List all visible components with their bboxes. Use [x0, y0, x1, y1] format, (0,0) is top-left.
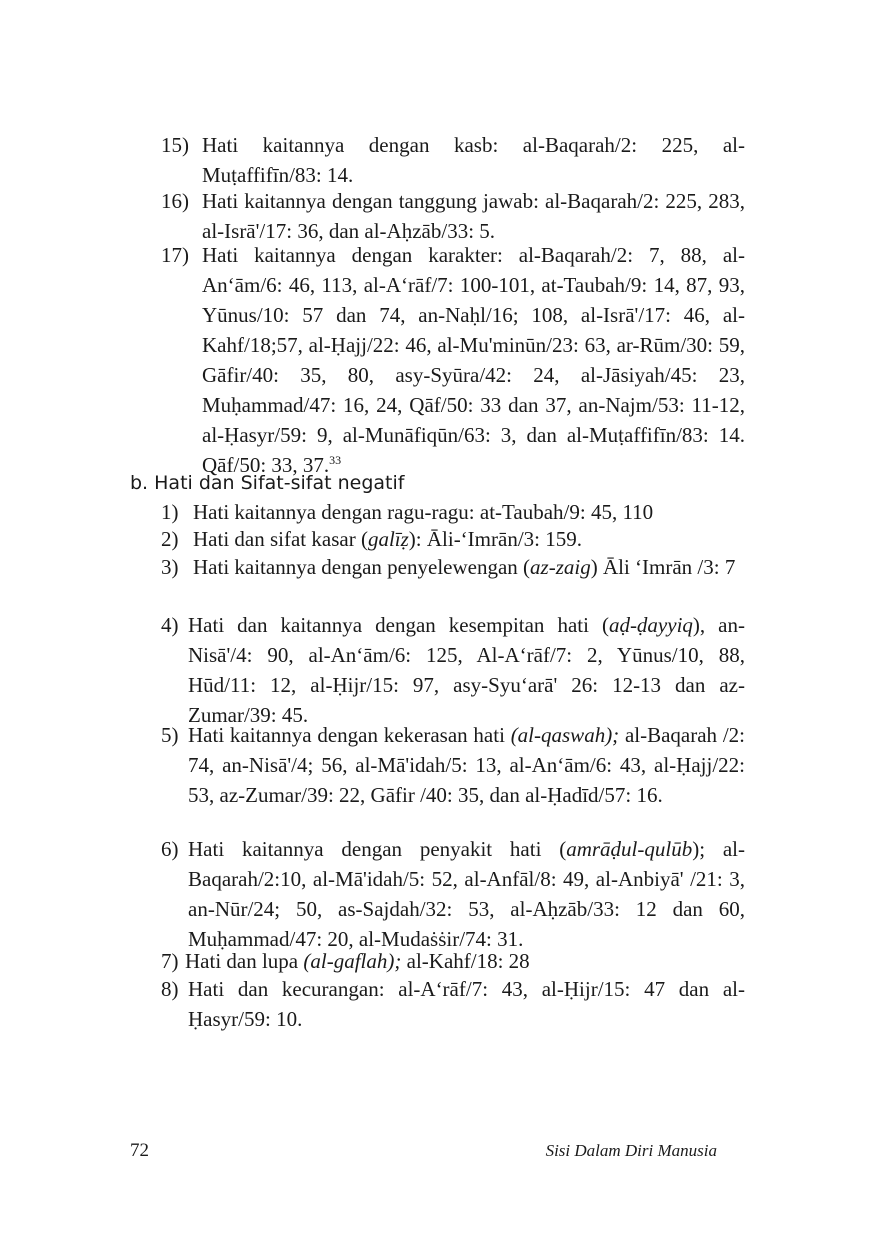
item-text: Hati dan sifat kasar (galīẓ): Āli-‘Imrān/3: 159. — [193, 527, 582, 551]
item-text: Hati kaitannya dengan ragu-ragu: at-Taubah/9: 45, 110 — [193, 500, 654, 524]
item-number: 8) — [161, 977, 179, 1001]
list-item-b7 — [161, 946, 745, 976]
list-item-b1 — [161, 497, 745, 527]
item-number: 3) — [161, 555, 179, 579]
arabic-term: amrāḍul-qulūb — [566, 837, 693, 861]
item-text: Hati dan kecurangan: al-A‘rāf/7: 43, al-Ḥijr/15: 47 dan al-Ḥasyr/59: 10. — [188, 977, 745, 1031]
item-text: Hati dan lupa (al-gaflah); al-Kahf/18: 28 — [185, 949, 530, 973]
arabic-term: galīẓ — [367, 527, 409, 551]
item-number: 15) — [161, 133, 189, 157]
list-item-b3 — [161, 552, 745, 582]
item-text — [161, 240, 745, 480]
arabic-term: (al-qaswah); — [510, 723, 620, 747]
list-item-b4 — [161, 610, 745, 730]
list-item-15 — [161, 130, 745, 190]
item-number: 2) — [161, 527, 179, 551]
item-text: Hati kaitannya dengan kekerasan hati (al-qaswah); al-Baqarah /2: 74, an-Nisā'/4; 56, al-Mā'idah/5: 13, al-An‘ām/6: 43, al-Ḥajj/22: 53, az-Zumar/39: 22, Gāfir /40: 35, dan al-Ḥadīd/57: 16. — [188, 723, 745, 807]
footnote-marker: 33 — [329, 453, 342, 467]
list-item-b5 — [161, 720, 745, 810]
arabic-term: az-zaig — [530, 555, 591, 579]
page-number: 72 — [130, 1140, 149, 1161]
list-item-16 — [161, 186, 745, 246]
item-number: 4) — [161, 613, 179, 637]
item-number: 17) — [161, 243, 189, 267]
item-text-body: Hati kaitannya dengan karakter: al-Baqarah/2: 7, 88, al-An‘ām/6: 46, 113, al-A‘rāf/7: 100-101, at-Taubah/9: 14, 87, 93, Yūnus/10: 57 dan 74, an-Naḥl/16; 108, al-Isrā'/17: 46, al-Kahf/18;57, al-Ḥajj/22: 46, al-Mu'minūn/23: 63, ar-Rūm/30: 59, Gāfir/40: 35, 80, asy-Syūra/42: 24, al-Jāsiyah/45: 23, Muḥammad/47: 16, 24, Qāf/50: 33 dan 37, an-Najm/53: 11-12, al-Ḥasyr/59: 9, al-Munāfiqūn/63: 3, dan al-Muṭaffifīn/83: 14. Qāf/50: 33, 37. — [202, 243, 745, 477]
item-text: Hati kaitannya dengan tanggung jawab: al-Baqarah/2: 225, 283, al-Isrā'/17: 36, dan al-Aḥzāb/33: 5. — [202, 189, 745, 243]
arabic-term: (al-gaflah); — [303, 949, 402, 973]
item-number: 7) — [161, 949, 179, 973]
item-number: 16) — [161, 189, 189, 213]
list-item-b6 — [161, 834, 745, 954]
running-footer-title: Sisi Dalam Diri Manusia — [545, 1141, 717, 1160]
item-number: 1) — [161, 500, 179, 524]
item-number: 5) — [161, 723, 179, 747]
section-heading: b. Hati dan Sifat-sifat negatif — [130, 472, 405, 494]
item-text: Hati kaitannya dengan kasb: al-Baqarah/2: 225, al-Muṭaffifīn/83: 14. — [202, 133, 745, 187]
arabic-term: aḍ-ḍayyiq — [608, 613, 693, 637]
item-text: Hati kaitannya dengan penyelewengan (az-zaig) Āli ‘Imrān /3: 7 — [193, 555, 736, 579]
item-number: 6) — [161, 837, 179, 861]
item-text: Hati kaitannya dengan penyakit hati (amrāḍul-qulūb); al-Baqarah/2:10, al-Mā'idah/5: 52, al-Anfāl/8: 49, al-Anbiyā' /21: 3, an-Nūr/24; 50, as-Sajdah/32: 53, al-Aḥzāb/33: 12 dan 60, Muḥammad/47: 20, al-Mudaṡṡir/74: 31. — [188, 837, 745, 951]
item-text: Hati dan kaitannya dengan kesempitan hati (aḍ-ḍayyiq), an-Nisā'/4: 90, al-An‘ām/6: 125, Al-A‘rāf/7: 2, Yūnus/10, 88, Hūd/11: 12, al-Ḥijr/15: 97, asy-Syu‘arā' 26: 12-13 dan az-Zumar/39: 45. — [188, 613, 745, 727]
list-item-17 — [161, 240, 745, 480]
list-item-b2 — [161, 524, 745, 554]
list-item-b8 — [161, 974, 745, 1034]
